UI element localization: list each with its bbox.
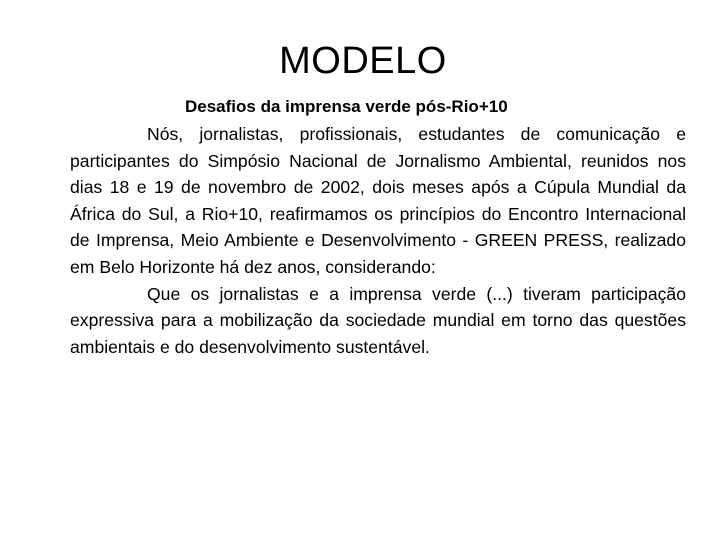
slide-title [0,38,728,84]
paragraph-2: Que os jornalistas e a imprensa verde (...) tiveram participação expressiva para a mobilização da sociedade mundial em torno das questões ambientais e do desenvolvimento sustentável. [70,283,686,357]
slide-title-text: MODELO [279,40,447,82]
paragraph-1: Nós, jornalistas, profissionais, estudantes de comunicação e participantes do Simpósio Nacional de Jornalismo Ambiental, reunidos nos dias 18 e 19 de novembro de 2002, dois meses após a Cúpula Mundial da África do Sul, a Rio+10, reafirmamos os princípios do Encontro Internacional de Imprensa, Meio Ambiente e Desenvolvimento - GREEN PRESS, realizado em Belo Horizonte há dez anos, considerando: [70,124,686,277]
slide-subtitle: Desafios da imprensa verde pós-Rio+10 [185,97,508,116]
body-text [70,121,686,360]
